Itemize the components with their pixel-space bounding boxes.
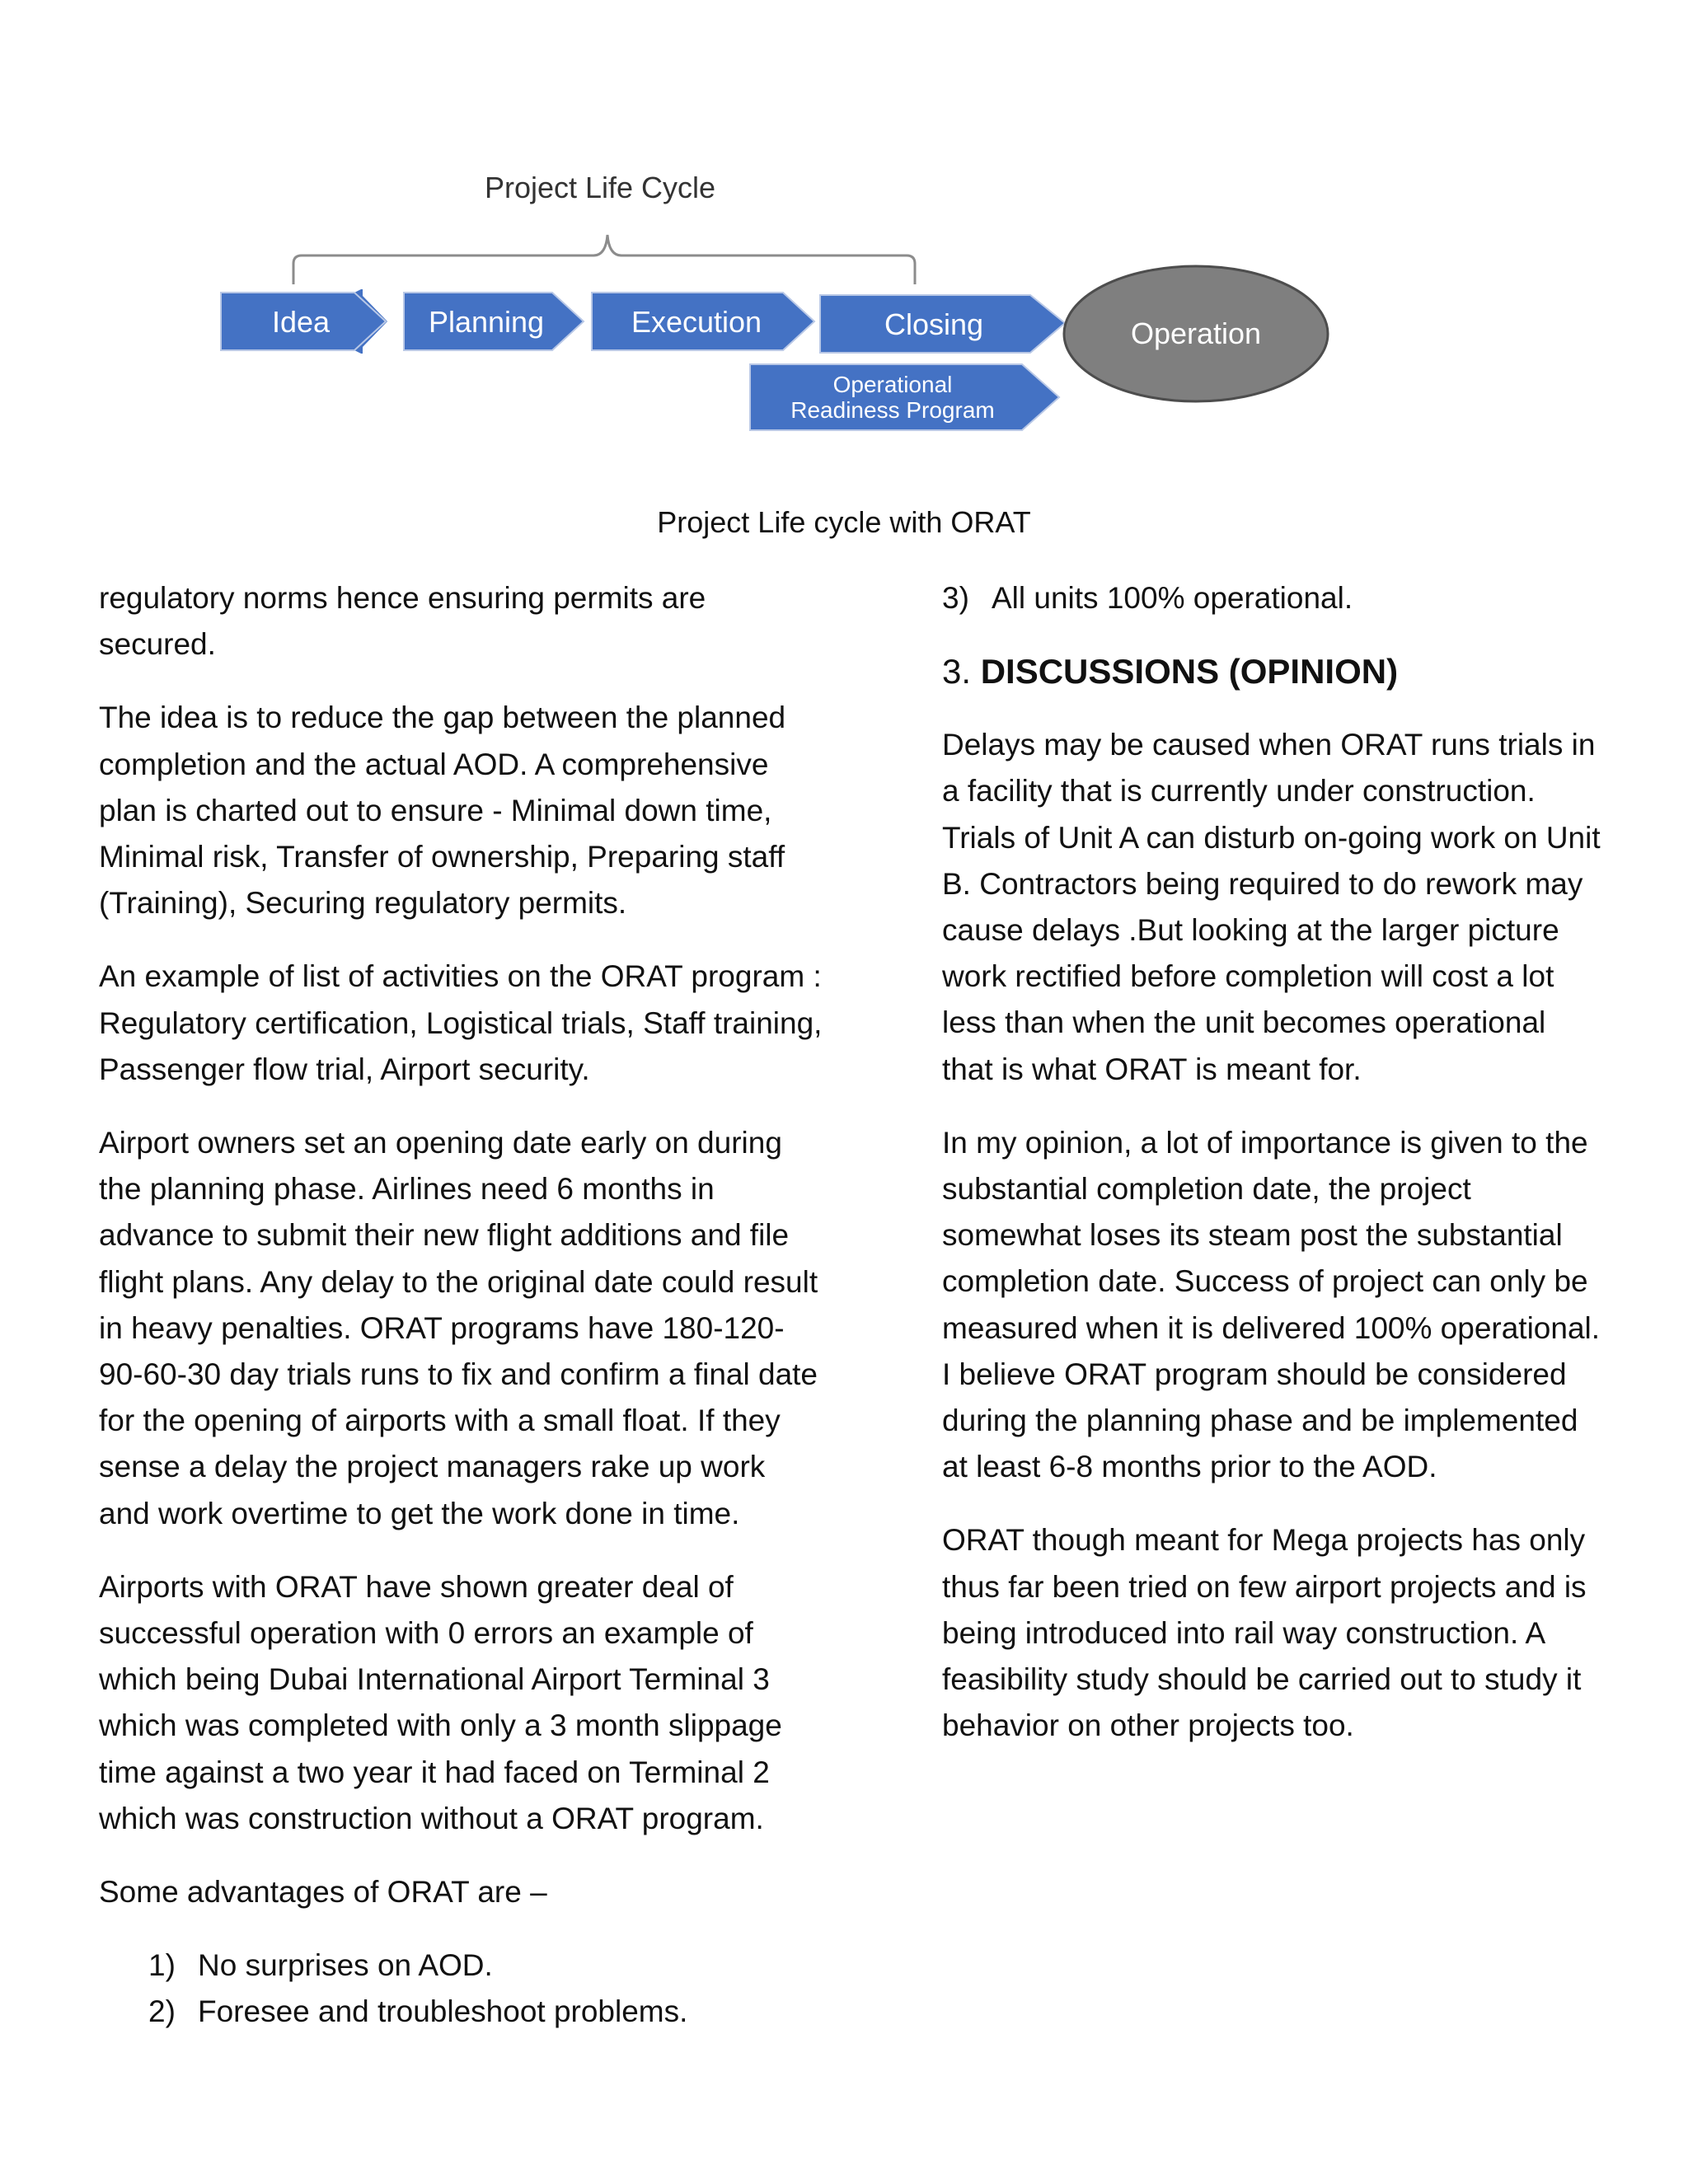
section-number: 3. [942, 652, 972, 691]
list-item-number: 2) [148, 1994, 176, 2029]
operation-label: Operation [1130, 316, 1262, 350]
list-item-text: Foresee and troubleshoot problems. [198, 1994, 688, 2029]
project-life-cycle-figure [0, 0, 1688, 577]
left-paragraph-3: Airport owners set an opening date early on during the planning phase. Airlines need 6 months in advance to submit their new flight additions and file flight plans. Any delay to the original date could result in heavy penalties. ORAT programs have 180-120-90-60-30 day trials runs to fix and confirm a final date for the opening of airports with a small float. If they sense a delay the project managers rake up work and work overtime to get the work done in time. [99, 1126, 818, 1530]
left-column [99, 575, 824, 2036]
left-paragraph-2: An example of list of activities on the ORAT program : Regulatory certification, Logistical trials, Staff training, Passenger flow trial, Airport security. [99, 959, 823, 1086]
stage-planning [404, 293, 584, 350]
list-item-text: All units 100% operational. [992, 581, 1353, 615]
stage-planning-label: Planning [428, 305, 545, 339]
left-paragraph-1: The idea is to reduce the gap between the planned completion and the actual AOD. A comprehensive plan is charted out to ensure - Minimal down time, Minimal risk, Transfer of ownership, Preparing staff (Training), Securing regulatory permits. [99, 701, 786, 921]
left-paragraph-0: regulatory norms hence ensuring permits are secured. [99, 581, 706, 662]
section-title: DISCUSSIONS (OPINION) [980, 652, 1399, 691]
stage-closing [820, 295, 1065, 353]
right-column [942, 575, 1601, 1776]
list-item [99, 1943, 824, 1989]
life-cycle-bracket [293, 235, 915, 284]
operational-readiness-program [750, 364, 1059, 430]
list-item [942, 575, 1601, 621]
right-paragraph-3: ORAT though meant for Mega projects has only thus far been tried on few airport projects and is being introduced into rail way construction. A feasibility study should be carried out to study it behavior on other projects too. [942, 1523, 1587, 1743]
stage-idea [221, 289, 387, 354]
figure-caption: Project Life cycle with ORAT [657, 505, 1031, 539]
left-paragraph-4: Airports with ORAT have shown greater deal of successful operation with 0 errors an example of which being Dubai International Airport Terminal 3 which was completed with only a 3 month slippage time against a two year it had faced on Terminal 2 which was construction without a ORAT program. [99, 1569, 782, 1835]
advantages-list [99, 1943, 824, 2035]
stage-closing-label: Closing [884, 307, 984, 341]
life-cycle-diagram [0, 0, 1688, 577]
orp-line1: Operational [832, 372, 953, 397]
list-item-number: 1) [148, 1948, 176, 1983]
list-item [99, 1989, 824, 2035]
orp-line2: Readiness Program [790, 397, 995, 423]
operation-node [1064, 266, 1328, 401]
right-paragraph-2: In my opinion, a lot of importance is given to the substantial completion date, the project somewhat loses its steam post the substantial completion date. Success of project can only be measured when it is delivered 100% operational. I believe ORAT program should be considered during the planning phase and be implemented at least 6-8 months prior to the AOD. [942, 1125, 1601, 1484]
diagram-title: Project Life Cycle [484, 171, 716, 204]
list-item-number: 3) [942, 581, 969, 615]
list-item-text: No surprises on AOD. [198, 1948, 493, 1983]
left-paragraph-5: Some advantages of ORAT are – [99, 1875, 547, 1910]
stage-execution [592, 293, 814, 350]
stage-execution-label: Execution [631, 305, 762, 339]
right-paragraph-1: Delays may be caused when ORAT runs trials in a facility that is currently under construction. Trials of Unit A can disturb on-going work on Unit B. Contractors being required to do rework may cause delays .But looking at the larger picture work rectified before completion will cost a lot less than when the unit becomes operational that is what ORAT is meant for. [942, 728, 1601, 1086]
section-heading [942, 649, 1601, 695]
stage-idea-label: Idea [271, 305, 331, 339]
